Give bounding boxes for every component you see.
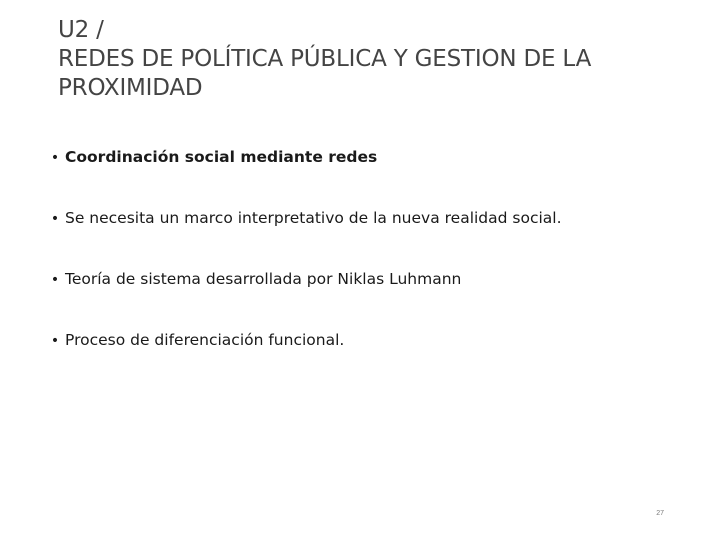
title-line: REDES DE POLÍTICA PÚBLICA Y GESTION DE LA: [58, 46, 592, 72]
bullet-dot-icon: •: [50, 211, 60, 227]
bullet-text: Se necesita un marco interpretativo de la nueva realidad social.: [65, 209, 562, 227]
slide-title: [58, 16, 698, 103]
bullet-text: Teoría de sistema desarrollada por Niklas Luhmann: [65, 270, 462, 288]
bullet-text: Coordinación social mediante redes: [65, 148, 378, 166]
bullet-item: [45, 270, 685, 331]
page-number: 27: [656, 510, 664, 517]
title-line: U2 /: [58, 17, 104, 43]
bullet-dot-icon: •: [50, 272, 60, 288]
bullet-dot-icon: •: [50, 333, 60, 349]
bullet-list: [45, 148, 685, 392]
bullet-dot-icon: •: [50, 150, 60, 166]
bullet-text: Proceso de diferenciación funcional.: [65, 331, 345, 349]
bullet-item: [45, 148, 685, 209]
bullet-item: [45, 331, 685, 392]
bullet-item: [45, 209, 685, 270]
title-line: PROXIMIDAD: [58, 75, 203, 101]
